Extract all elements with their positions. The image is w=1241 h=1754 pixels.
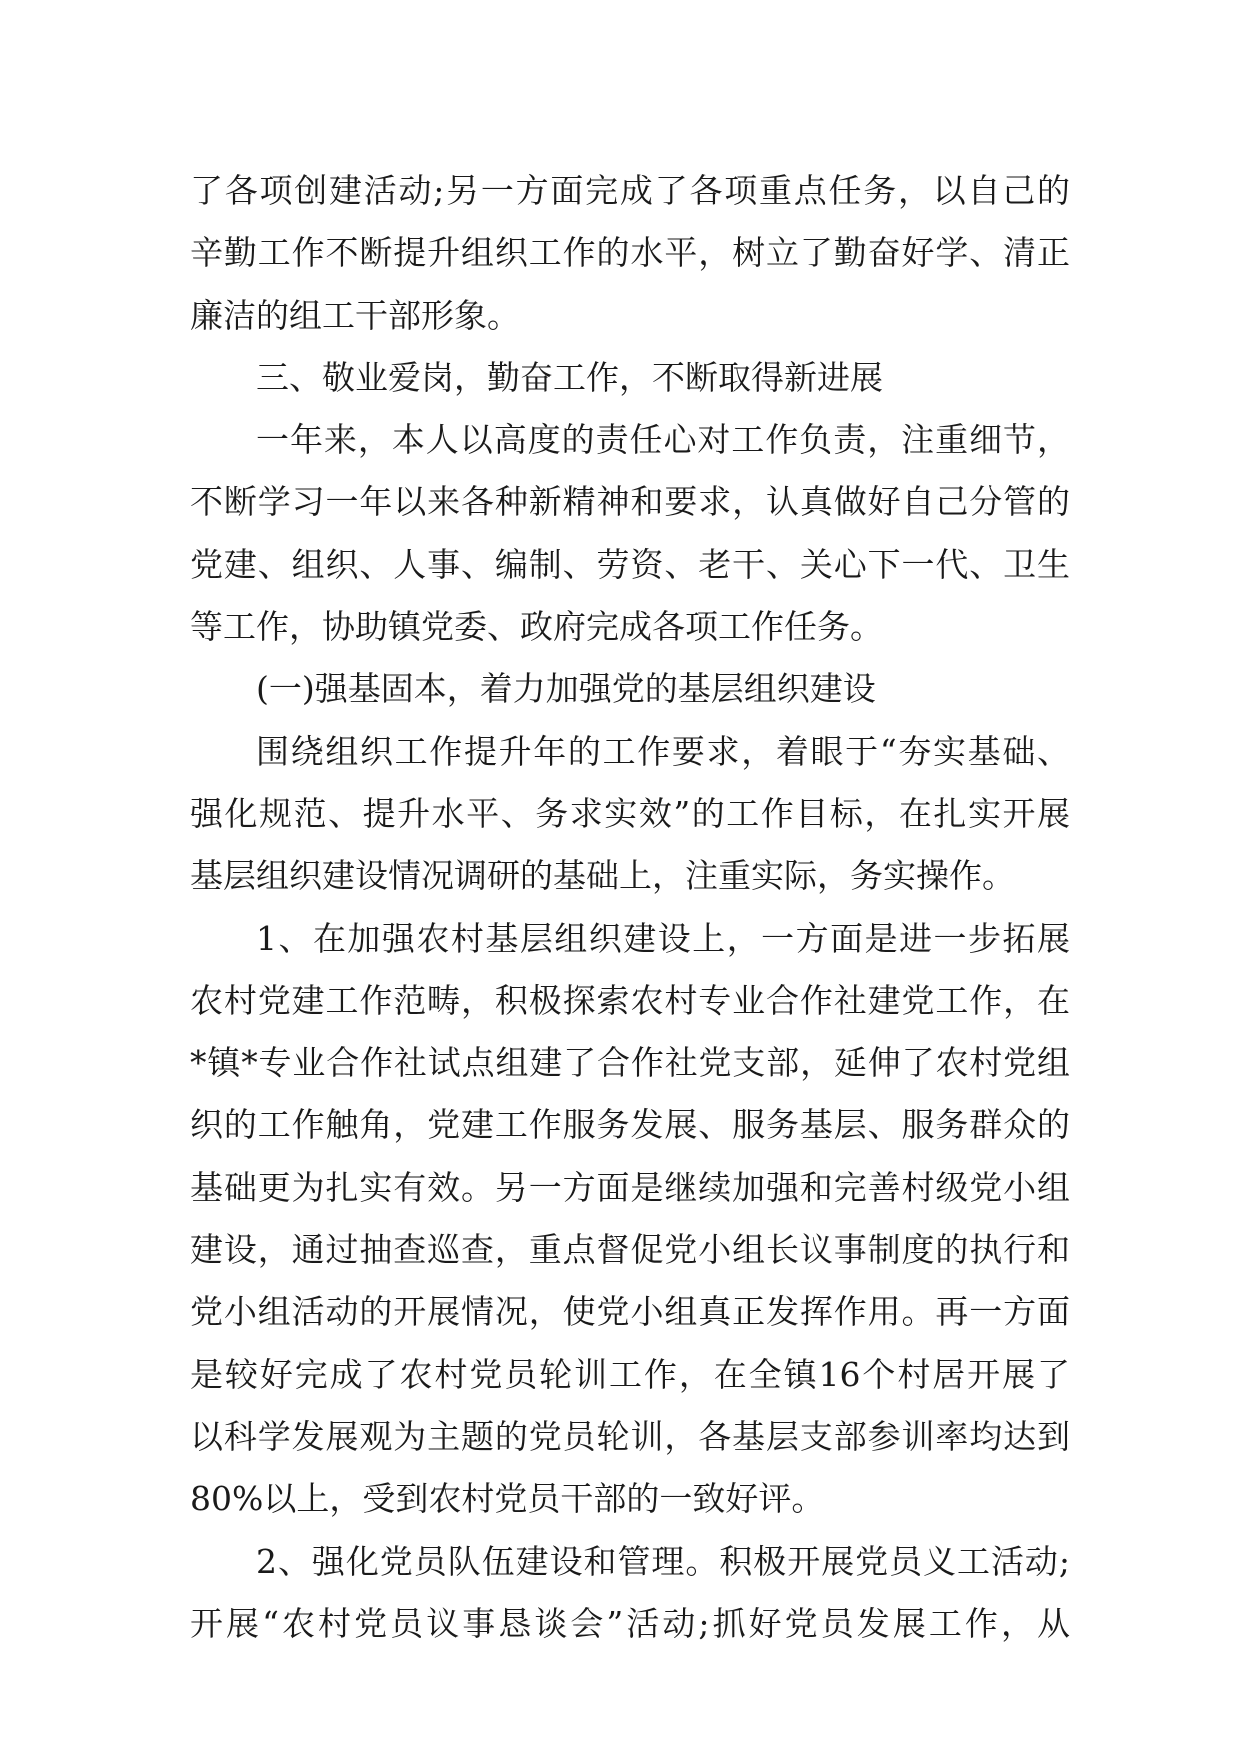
text-line: 围绕组织工作提升年的工作要求，着眼于“夯实基础、 xyxy=(256,731,1070,771)
text-line: 开展“农村党员议事恳谈会”活动;抓好党员发展工作，从 xyxy=(190,1603,1070,1643)
text-line: 基层组织建设情况调研的基础上，注重实际，务实操作。 xyxy=(190,856,1015,896)
text-line: 辛勤工作不断提升组织工作的水平，树立了勤奋好学、清正 xyxy=(190,233,1070,273)
text-line: 基础更为扎实有效。另一方面是继续加强和完善村级党小组 xyxy=(190,1167,1070,1207)
text-line: 建设，通过抽查巡查，重点督促党小组长议事制度的执行和 xyxy=(190,1230,1070,1270)
text-line: 农村党建工作范畴，积极探索农村专业合作社建党工作，在 xyxy=(190,980,1070,1020)
text-line: 80%以上，受到农村党员干部的一致好评。 xyxy=(190,1479,825,1519)
section-heading: 三、敬业爱岗，勤奋工作，不断取得新进展 xyxy=(256,357,883,397)
text-line: 织的工作触角，党建工作服务发展、服务基层、服务群众的 xyxy=(190,1105,1070,1145)
text-line: 强化规范、提升水平、务求实效”的工作目标，在扎实开展 xyxy=(190,793,1070,833)
text-line: *镇*专业合作社试点组建了合作社党支部，延伸了农村党组 xyxy=(190,1043,1070,1083)
subsection-heading: (一)强基固本，着力加强党的基层组织建设 xyxy=(256,669,876,709)
text-line: 是较好完成了农村党员轮训工作，在全镇16个村居开展了 xyxy=(190,1354,1070,1394)
text-line: 1、在加强农村基层组织建设上，一方面是进一步拓展 xyxy=(256,918,1070,958)
text-line: 以科学发展观为主题的党员轮训，各基层支部参训率均达到 xyxy=(190,1416,1070,1456)
text-line: 党建、组织、人事、编制、劳资、老干、关心下一代、卫生 xyxy=(190,544,1070,584)
text-line: 一年来，本人以高度的责任心对工作负责，注重细节， xyxy=(256,420,1070,460)
text-line: 不断学习一年以来各种新精神和要求，认真做好自己分管的 xyxy=(190,482,1070,522)
body-text xyxy=(190,160,1070,1655)
text-line: 了各项创建活动;另一方面完成了各项重点任务，以自己的 xyxy=(190,171,1070,210)
text-line: 党小组活动的开展情况，使党小组真正发挥作用。再一方面 xyxy=(190,1292,1070,1332)
text-line: 等工作，协助镇党委、政府完成各项工作任务。 xyxy=(190,607,883,647)
text-line: 2、强化党员队伍建设和管理。积极开展党员义工活动; xyxy=(256,1541,1070,1581)
text-line: 廉洁的组工干部形象。 xyxy=(190,295,520,335)
